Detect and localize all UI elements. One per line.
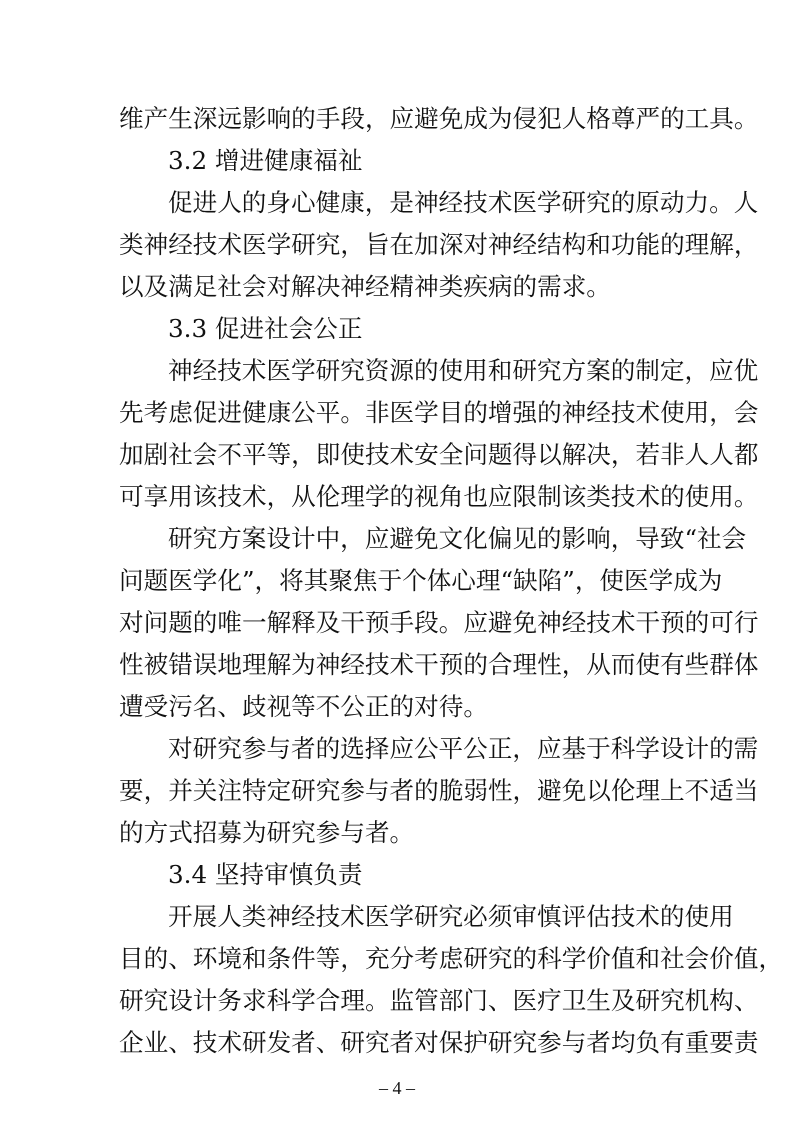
body-line: 以及满足社会对解决神经精神类疾病的需求。	[119, 272, 611, 301]
body-line: 研究设计务求科学合理。监管部门、医疗卫生及研究机构、	[119, 986, 759, 1015]
section-heading-3-4: 3.4 坚持审慎负责	[168, 860, 363, 889]
body-line: 性被错误地理解为神经技术干预的合理性，从而使有些群体	[119, 650, 759, 679]
section-heading-3-2: 3.2 增进健康福祉	[168, 146, 363, 175]
body-line: 目的、环境和条件等，充分考虑研究的科学价值和社会价值，	[119, 944, 784, 973]
body-line: 类神经技术医学研究，旨在加深对神经结构和功能的理解，	[119, 230, 759, 259]
body-line: 的方式招募为研究参与者。	[119, 818, 415, 847]
body-line: 神经技术医学研究资源的使用和研究方案的制定，应优	[168, 356, 759, 385]
body-line: 研究方案设计中，应避免文化偏见的影响，导致“社会	[168, 524, 747, 553]
body-line: 要，并关注特定研究参与者的脆弱性，避免以伦理上不适当	[119, 776, 759, 805]
body-line: 先考虑促进健康公平。非医学目的增强的神经技术使用，会	[119, 398, 759, 427]
body-line: 企业、技术研发者、研究者对保护研究参与者均负有重要责	[119, 1028, 759, 1057]
body-line: 促进人的身心健康，是神经技术医学研究的原动力。人	[168, 188, 759, 217]
body-line: 开展人类神经技术医学研究必须审慎评估技术的使用	[168, 902, 734, 931]
body-line: 加剧社会不平等，即使技术安全问题得以解决，若非人人都	[119, 440, 759, 469]
body-line: 对问题的唯一解释及干预手段。应避免神经技术干预的可行	[119, 608, 759, 637]
section-heading-3-3: 3.3 促进社会公正	[168, 314, 363, 343]
body-line: 遭受污名、歧视等不公正的对待。	[119, 692, 488, 721]
body-line: 可享用该技术，从伦理学的视角也应限制该类技术的使用。	[119, 482, 759, 511]
body-line: 维产生深远影响的手段，应避免成为侵犯人格尊严的工具。	[119, 104, 759, 133]
page-number: – 4 –	[379, 1078, 415, 1098]
body-line: 对研究参与者的选择应公平公正，应基于科学设计的需	[168, 734, 759, 763]
body-line: 问题医学化”，将其聚焦于个体心理“缺陷”，使医学成为	[119, 566, 723, 595]
